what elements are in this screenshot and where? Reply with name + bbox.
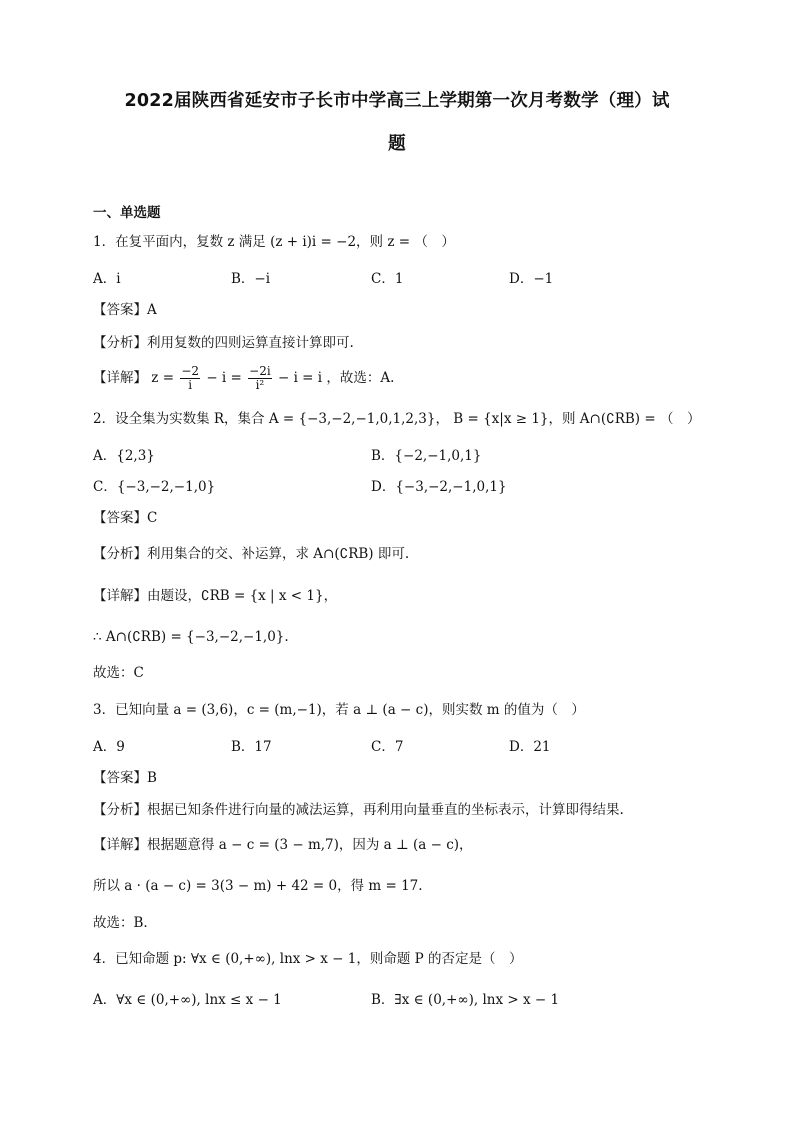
q3-detail-line2: 所以 a · (a − c) = 3(3 − m) + 42 = 0，得 m = 17.	[93, 878, 423, 894]
document-title-line1: 2022届陕西省延安市子长市中学高三上学期第一次月考数学（理）试	[124, 91, 670, 111]
q2-option-b: B．{−2,−1,0,1}	[371, 448, 482, 464]
analysis-text: 根据已知条件进行向量的减法运算，再利用向量垂直的坐标表示，计算即得结果.	[147, 802, 624, 818]
detail-text: 根据题意得 a − c = (3 − m,7)，因为 a ⊥ (a − c)，	[147, 837, 473, 853]
q2-conclusion: 故选：C	[93, 665, 144, 681]
detail-post: − i = i ，故选：A.	[277, 370, 395, 386]
q1-stem: 1．在复平面内，复数 z 满足 (z + i)i = −2，则 z = （ ）	[93, 234, 455, 250]
q1-option-c: C．1	[371, 271, 404, 287]
answer-label: 【答案】	[93, 302, 147, 318]
detail-mid: − i =	[206, 370, 242, 386]
q2-option-a: A．{2,3}	[93, 448, 155, 464]
answer-value: C	[147, 510, 158, 526]
q1-analysis	[93, 334, 354, 352]
answer-label: 【答案】	[93, 510, 147, 526]
q3-detail	[93, 836, 473, 854]
detail-label: 【详解】	[93, 370, 147, 386]
detail-label: 【详解】	[93, 588, 147, 604]
q3-stem: 3．已知向量 a = (3,6)，c = (m,−1)，若 a ⊥ (a − c)，则实数 m 的值为（ ）	[93, 702, 585, 718]
q4-stem: 4．已知命题 p: ∀x ∈ (0,+∞), lnx > x − 1，则命题 P 的否定是（ ）	[93, 951, 523, 967]
q1-detail	[93, 362, 394, 394]
analysis-label: 【分析】	[93, 546, 147, 562]
q1-answer	[93, 301, 157, 319]
document-title-line2: 题	[388, 134, 406, 154]
fraction-2: $\frac{-2i}{\text{i²}}$	[249, 364, 271, 392]
q2-analysis	[93, 545, 409, 563]
q2-stem: 2．设全集为实数集 R，集合 A = {−3,−2,−1,0,1,2,3}， B = {x|x ≥ 1}，则 A∩(∁RB) = （ ）	[93, 411, 701, 427]
answer-value: A	[147, 302, 157, 318]
q2-detail-line2: ∴ A∩(∁RB) = {−3,−2,−1,0}.	[93, 629, 289, 645]
q1-option-d: D．−1	[509, 271, 554, 287]
detail-label: 【详解】	[93, 837, 147, 853]
q2-option-c: C．{−3,−2,−1,0}	[93, 479, 216, 495]
analysis-text: 利用复数的四则运算直接计算即可.	[147, 335, 354, 351]
q3-option-a: A．9	[93, 739, 125, 755]
q1-option-a: A．i	[93, 271, 121, 287]
detail-pre: z =	[151, 370, 175, 386]
q2-option-d: D．{−3,−2,−1,0,1}	[371, 479, 507, 495]
section-heading: 一、单选题	[93, 205, 161, 221]
q3-option-c: C．7	[371, 739, 404, 755]
analysis-label: 【分析】	[93, 335, 147, 351]
detail-text: 由题设，∁RB = {x | x < 1}，	[147, 588, 338, 604]
q2-answer	[93, 509, 157, 527]
fraction-1: $\frac{-2}{i}$	[181, 364, 200, 392]
q3-conclusion: 故选：B.	[93, 915, 148, 931]
answer-value: B	[147, 770, 157, 786]
analysis-label: 【分析】	[93, 802, 147, 818]
analysis-text: 利用集合的交、补运算，求 A∩(∁RB) 即可.	[147, 546, 410, 562]
q1-option-b: B．−i	[231, 271, 271, 287]
q3-option-b: B．17	[231, 739, 272, 755]
q3-analysis	[93, 801, 624, 819]
q3-answer	[93, 769, 157, 787]
q2-detail	[93, 587, 337, 605]
q4-option-b: B．∃x ∈ (0,+∞), lnx > x − 1	[371, 992, 560, 1008]
q3-option-d: D．21	[509, 739, 551, 755]
answer-label: 【答案】	[93, 770, 147, 786]
q4-option-a: A．∀x ∈ (0,+∞), lnx ≤ x − 1	[93, 992, 282, 1008]
